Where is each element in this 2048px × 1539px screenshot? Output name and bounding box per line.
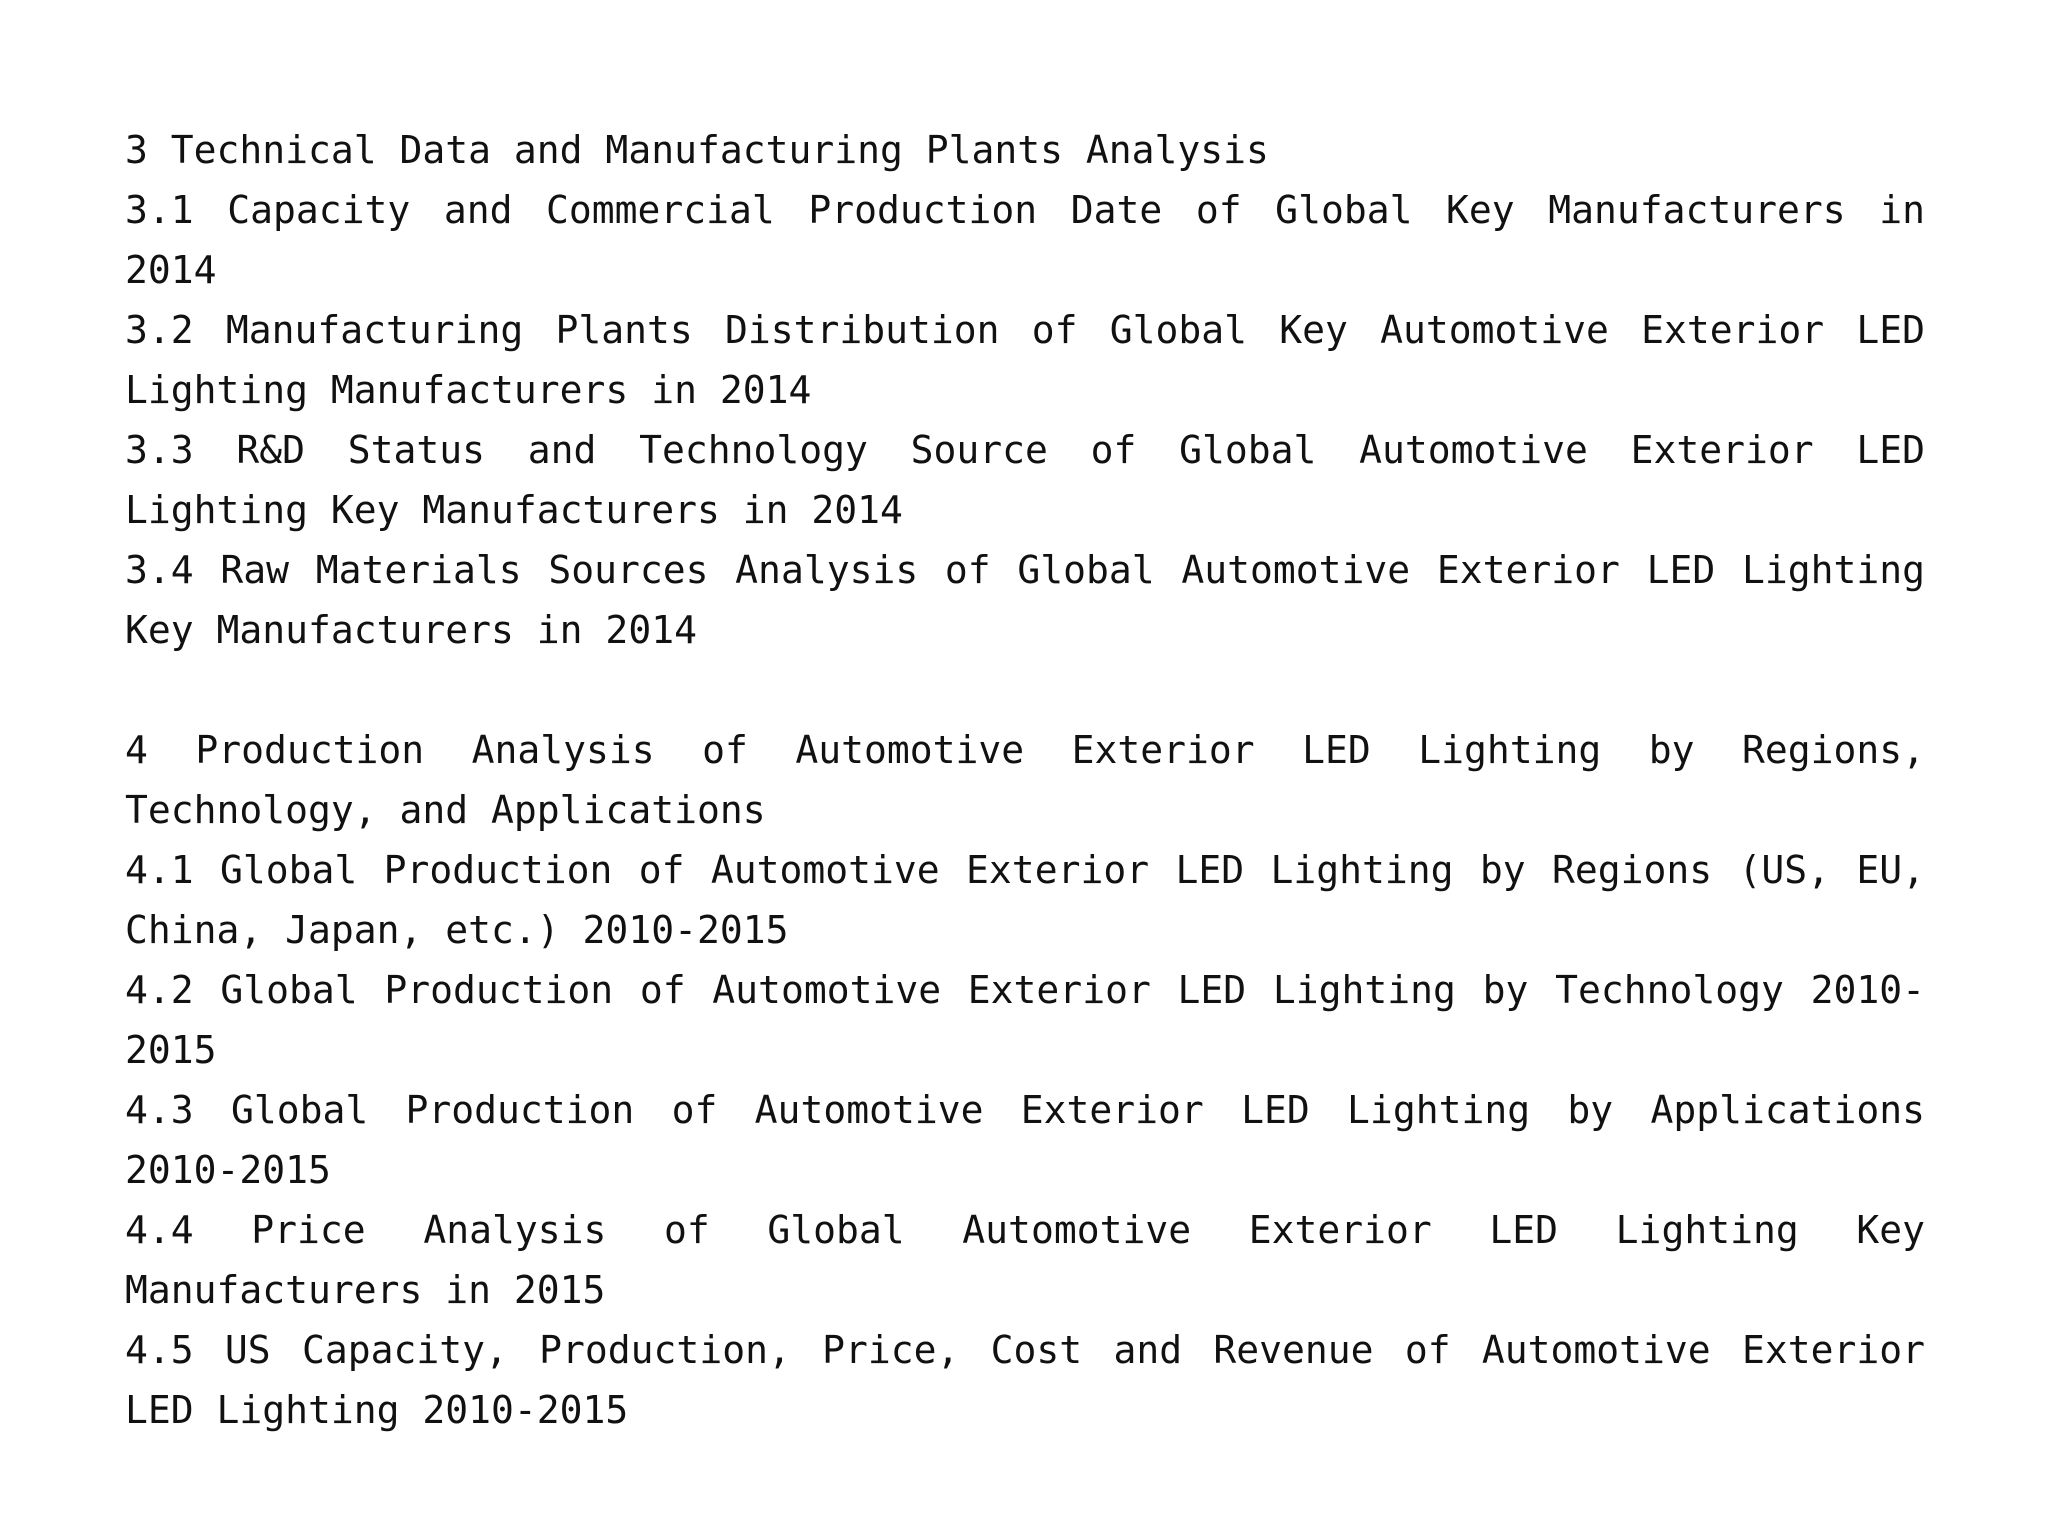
toc-item-3-4: 3.4 Raw Materials Sources Analysis of Global Automotive Exterior LED Lighting Key Manufacturers in 2014 [125,548,1925,652]
toc-item-4-1: 4.1 Global Production of Automotive Exterior LED Lighting by Regions (US, EU, China, Japan, etc.) 2010-2015 [125,848,1925,952]
toc-item-4-3: 4.3 Global Production of Automotive Exterior LED Lighting by Applications 2010-2015 [125,1088,1925,1192]
section-4 [125,720,1925,1440]
section-4-heading: 4 Production Analysis of Automotive Exterior LED Lighting by Regions, Technology, and Applications [125,728,1925,832]
toc-item-4-5: 4.5 US Capacity, Production, Price, Cost and Revenue of Automotive Exterior LED Lighting 2010-2015 [125,1328,1925,1432]
toc-item-4-2: 4.2 Global Production of Automotive Exterior LED Lighting by Technology 2010-2015 [125,968,1925,1072]
table-of-contents [125,120,1925,1440]
toc-item-3-3: 3.3 R&D Status and Technology Source of Global Automotive Exterior LED Lighting Key Manufacturers in 2014 [125,428,1925,532]
section-3 [125,120,1925,660]
toc-item-3-2: 3.2 Manufacturing Plants Distribution of Global Key Automotive Exterior LED Lighting Manufacturers in 2014 [125,308,1925,412]
section-divider [125,660,1925,720]
toc-item-4-4: 4.4 Price Analysis of Global Automotive Exterior LED Lighting Key Manufacturers in 2015 [125,1208,1925,1312]
section-3-heading: 3 Technical Data and Manufacturing Plants Analysis [125,128,1269,172]
toc-item-3-1: 3.1 Capacity and Commercial Production Date of Global Key Manufacturers in 2014 [125,188,1925,292]
